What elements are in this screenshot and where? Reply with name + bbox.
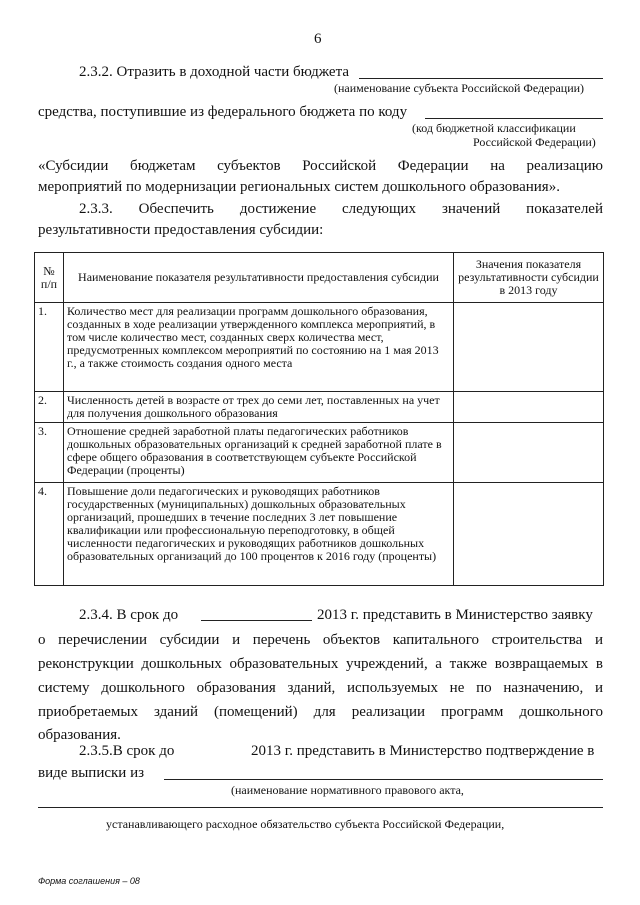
paragraph-2-3-3-line-2: результативности предоставления субсидии: (38, 222, 324, 238)
paragraph-2-3-5-end: 2013 г. представить в Министерство подтверждение в (251, 743, 595, 759)
row-name: Количество мест для реализации программ дошкольного образования, созданных в ходе реализации утвержденного комплекса мероприятий, в том числе количество мест, созданных сверх количества мест, предусмотренных комплексом мероприятий по состоянию на 1 мая 2013 г., а также стоимость создания одного места (64, 303, 454, 392)
row-num: 1. (35, 303, 64, 392)
row-num: 3. (35, 423, 64, 483)
row-name: Повышение доли педагогических и руководящих работников государственных (муниципальных) дошкольных образовательных организаций, прошедших в течение последних 3 лет повышение квалификации или профессиональную переподготовку, в общей численности педагогических и руководящих работников дошкольных образовательных организаций до 100 процентов к 2016 году (проценты) (64, 483, 454, 586)
row-num: 2. (35, 392, 64, 423)
paragraph-2-3-5-line-2: виде выписки из (38, 765, 145, 781)
table-header-row (35, 253, 604, 303)
indicators-table (34, 252, 604, 586)
blank-legal-act-2 (38, 807, 603, 808)
form-footer: Форма соглашения – 08 (38, 876, 140, 886)
table-row (35, 423, 604, 483)
paragraph-2-3-2: 2.3.2. Отразить в доходной части бюджета (79, 64, 349, 80)
caption-subject-name: (наименование субъекта Российской Федерации) (334, 81, 585, 95)
paragraph-2-3-4-line-5: приобретаемых зданий (помещений) для реализации программ дошкольного (38, 704, 603, 720)
blank-subject-name (359, 78, 603, 79)
row-value (454, 483, 604, 586)
subsidy-quote-line-1: «Субсидии бюджетам субъектов Российской Федерации на реализацию (38, 158, 603, 174)
paragraph-2-3-4-line-2: о перечислении субсидии и перечень объектов капитального строительства и (38, 632, 603, 648)
blank-deadline-2-3-4 (201, 620, 312, 621)
paragraph-2-3-5-start: 2.3.5.В срок до (79, 743, 175, 759)
paragraph-2-3-4-line-6: образования. (38, 727, 121, 743)
paragraph-2-3-4-line-4: систему дошкольного образования зданий, используемых не по назначению, и (38, 680, 603, 696)
header-num: № п/п (35, 253, 64, 303)
paragraph-2-3-4-line-3: реконструкции дошкольных образовательных учреждений, а также возвращаемых в (38, 656, 603, 672)
row-num: 4. (35, 483, 64, 586)
table-row (35, 483, 604, 586)
caption-expenditure-obligation: устанавливающего расходное обязательство субъекта Российской Федерации, (106, 817, 505, 831)
row-name: Численность детей в возрасте от трех до семи лет, поставленных на учет для получения дошкольного образования (64, 392, 454, 423)
row-value (454, 423, 604, 483)
row-value (454, 303, 604, 392)
subsidy-quote-line-2: мероприятий по модернизации региональных систем дошкольного образования». (38, 179, 560, 195)
table-row (35, 303, 604, 392)
paragraph-funds: средства, поступившие из федерального бюджета по коду (38, 104, 408, 120)
header-value: Значения показателя результативности субсидии в 2013 году (454, 253, 604, 303)
blank-legal-act (164, 779, 603, 780)
caption-legal-act: (наименование нормативного правового акта, (231, 783, 464, 797)
paragraph-2-3-4-end: 2013 г. представить в Министерство заявку (317, 607, 593, 623)
caption-budget-code-2: Российской Федерации) (473, 135, 596, 149)
row-name: Отношение средней заработной платы педагогических работников дошкольных образовательных организаций к средней заработной плате в сфере общего образования в соответствующем субъекте Российской Федерации (проценты) (64, 423, 454, 483)
paragraph-2-3-4-start: 2.3.4. В срок до (79, 607, 179, 623)
blank-budget-code (425, 118, 603, 119)
row-value (454, 392, 604, 423)
caption-budget-code-1: (код бюджетной классификации (412, 121, 576, 135)
table-row (35, 392, 604, 423)
paragraph-2-3-3-line-1: 2.3.3. Обеспечить достижение следующих значений показателей (79, 201, 603, 217)
page-number: 6 (314, 31, 322, 47)
header-name: Наименование показателя результативности предоставления субсидии (64, 253, 454, 303)
